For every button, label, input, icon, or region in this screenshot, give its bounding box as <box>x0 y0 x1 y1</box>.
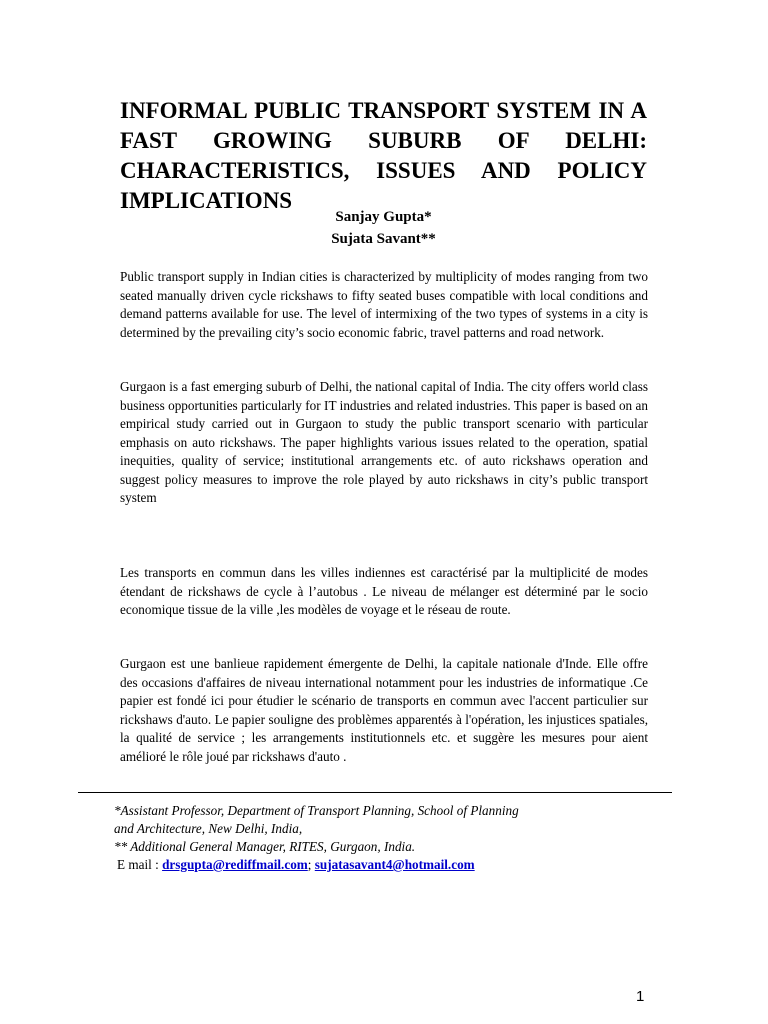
page-number: 1 <box>636 988 645 1005</box>
footnote-email <box>117 856 677 874</box>
abstract-en-paragraph-1: Public transport supply in Indian cities is characterized by multiplicity of modes ranging from two seated manually driven cycle rickshaws to fifty seated buses compatible with local conditions and demand patterns available for use. The level of intermixing of the two types of systems in a city is determined by the prevailing city’s socio economic fabric, travel patterns and road network. <box>120 269 648 340</box>
footnote-author-2: ** Additional General Manager, RITES, Gurgaon, India. <box>114 839 416 854</box>
email-link-2[interactable]: sujatasavant4@hotmail.com <box>314 857 475 872</box>
email-separator: ; <box>307 857 315 872</box>
abstract-en-paragraph-2: Gurgaon is a fast emerging suburb of Delhi, the national capital of India. The city offers world class business opportunities particularly for IT industries and related industries. This paper is based on an empirical study carried out in Gurgaon to study the public transport scenario with particular emphasis on auto rickshaws. The paper highlights various issues related to the operation, spatial inequities, quality of service; institutional arrangements etc. of auto rickshaws operation and suggest policy measures to improve the role played by auto rickshaws in city’s public transport system <box>120 379 648 505</box>
paper-title: INFORMAL PUBLIC TRANSPORT SYSTEM IN A FAST GROWING SUBURB OF DELHI: CHARACTERISTICS, ISSUES AND POLICY IMPLICATIONS <box>120 98 647 213</box>
author-2: Sujata Savant** <box>331 231 436 247</box>
email-label: E mail : <box>117 857 163 872</box>
abstract-fr-paragraph-2: Gurgaon est une banlieue rapidement émergente de Delhi, la capitale nationale d'Inde. Elle offre des occasions d'affaires de niveau international notamment pour les industries de informatique .Ce papier est fondé ici pour étudier le scénario de transports en commun avec l'accent particulier sur rickshaws d'auto. Le papier souligne des problèmes apparentés à l'opération, les injustices spatiales, la qualité de service ; les arrangements institutionnels etc. et suggère les mesures pour aient amélioré le rôle joué par rickshaws d'auto . <box>120 656 648 764</box>
email-link-1[interactable]: drsgupta@rediffmail.com <box>162 857 308 872</box>
footnote-author-1: *Assistant Professor, Department of Transport Planning, School of Planning <box>114 803 519 818</box>
footnote-divider <box>78 792 672 793</box>
abstract-fr-paragraph-1: Les transports en commun dans les villes indiennes est caractérisé par la multiplicité de modes étendant de rickshaws de cycle à l’autobus . Le niveau de mélanger est déterminé par le socio economique tissue de la ville ,les modèles de voyage et le réseau de route. <box>120 565 648 617</box>
author-1: Sanjay Gupta* <box>335 209 432 225</box>
footnote-author-1-cont: and Architecture, New Delhi, India, <box>114 821 303 836</box>
